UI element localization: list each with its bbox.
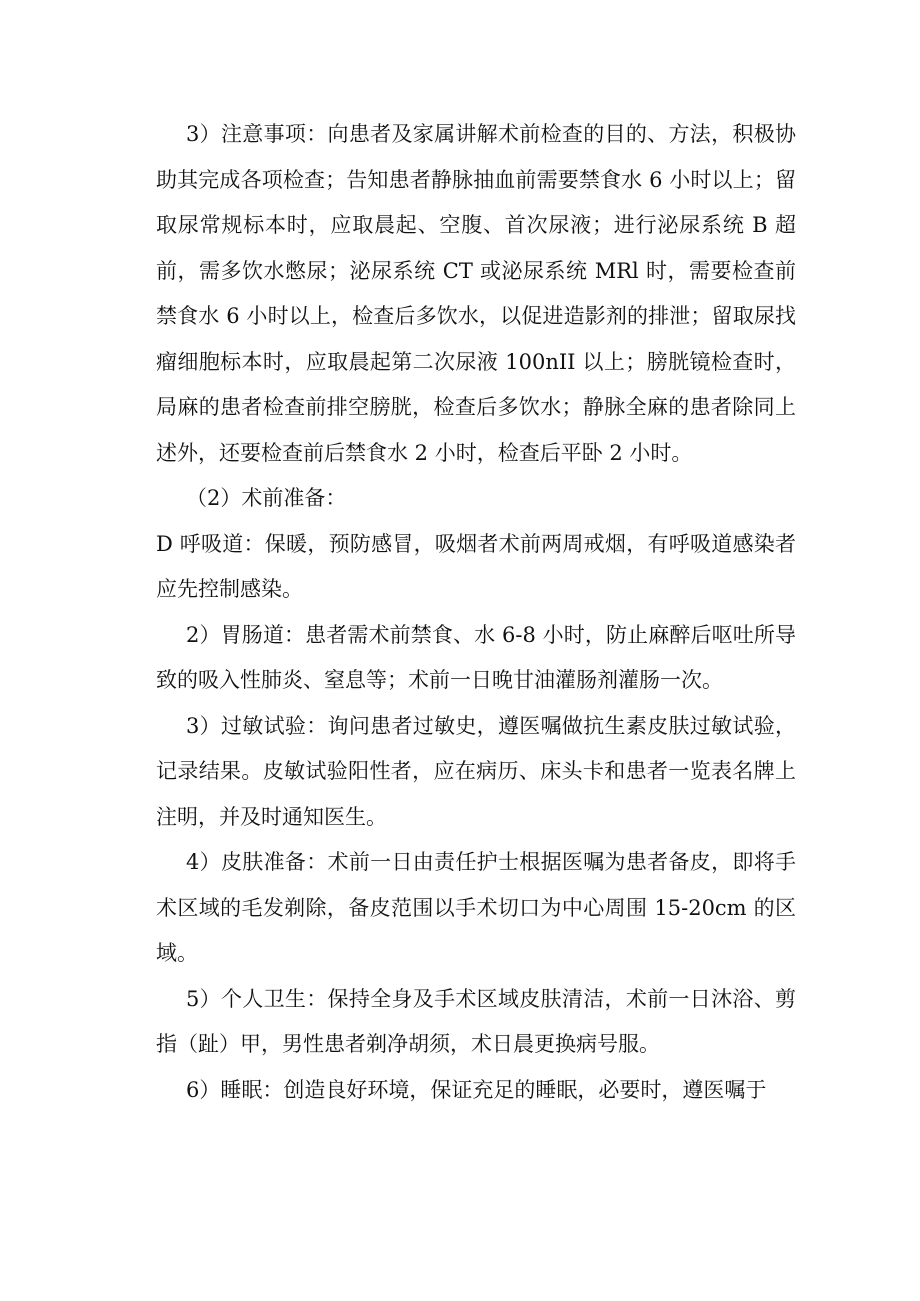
paragraph-sleep: 6）睡眠：创造良好环境，保证充足的睡眠，必要时，遵医嘱于 — [186, 1077, 767, 1102]
section-heading-preop-prep: （2）术前准备： — [186, 486, 347, 510]
paragraph-allergy-test: 3）过敏试验：询问患者过敏史，遵医嘱做抗生素皮肤过敏试验，记录结果。皮敏试验阳性者，应在病历、床头卡和患者一览表名牌上注明，并及时通知医生。 — [156, 713, 796, 829]
paragraph-skin-prep: 4）皮肤准备：术前一日由责任护士根据医嘱为患者备皮，即将手术区域的毛发剃除，备皮范围以手术切口为中心周围 15-20cm 的区域。 — [156, 850, 796, 965]
paragraph-gastrointestinal: 2）胃肠道：患者需术前禁食、水 6-8 小时，防止麻醉后呕吐所导致的吸入性肺炎、窒息等；术前一日晚甘油灌肠剂灌肠一次。 — [156, 622, 796, 692]
paragraph-precautions: 3）注意事项：向患者及家属讲解术前检查的目的、方法，积极协助其完成各项检查；告知患者静脉抽血前需要禁食水 6 小时以上；留取尿常规标本时，应取晨起、空腹、首次尿液；进行泌尿系统 B 超前，需多饮水憋尿；泌尿系统 CT 或泌尿系统 MRl 时，需要检查前禁食水 6 小时以上，检查后多饮水，以促进造影剂的排泄；留取尿找瘤细胞标本时，应取晨起第二次尿液 100nII 以上；膀胱镜检查时，局麻的患者检查前排空膀胱，检查后多饮水；静脉全麻的患者除同上述外，还要检查前后禁食水 2 小时，检查后平卧 2 小时。 — [156, 122, 796, 465]
document-body — [156, 112, 796, 1113]
paragraph-respiratory: D 呼吸道：保暖，预防感冒，吸烟者术前两周戒烟，有呼吸道感染者应先控制感染。 — [156, 531, 796, 601]
paragraph-hygiene: 5）个人卫生：保持全身及手术区域皮肤清洁，术前一日沐浴、剪指（趾）甲，男性患者剃净胡须，术日晨更换病号服。 — [156, 986, 796, 1056]
